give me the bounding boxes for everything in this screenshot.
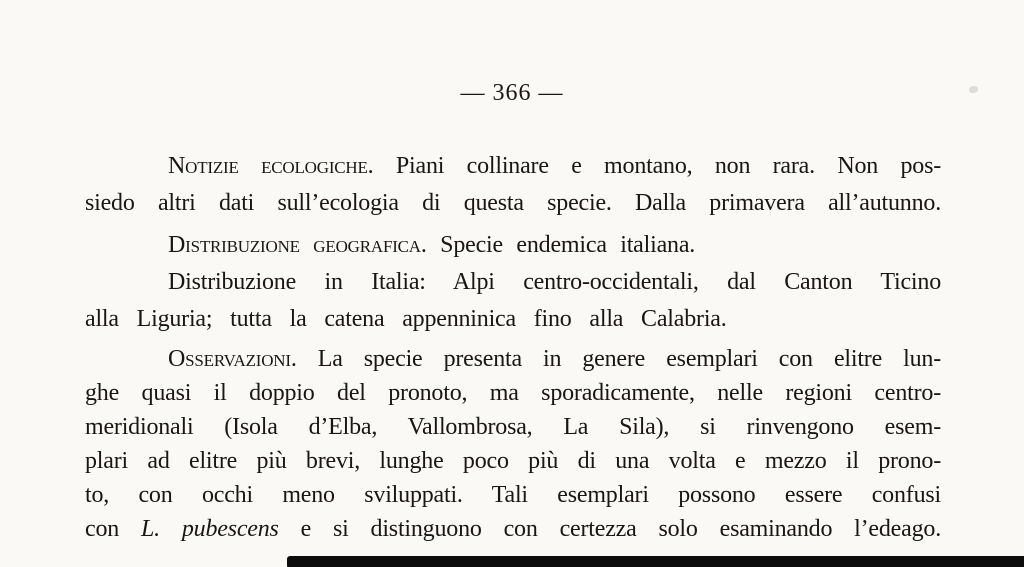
text-line: to, con occhi meno sviluppati. Tali esemplari possono essere confusi xyxy=(85,482,941,508)
paragraph-distribuzione-geografica xyxy=(85,227,941,338)
scan-speck-mark xyxy=(969,86,978,93)
paragraph-notizie-ecologiche xyxy=(85,148,941,222)
species-name-italic: L. pubescens xyxy=(140,516,279,542)
section-heading-notizie-ecologiche: Notizie ecologiche. xyxy=(168,153,374,179)
text-line: siedo altri dati sull’ecologia di questa specie. Dalla primavera all’autunno. xyxy=(85,190,941,216)
text-run: con xyxy=(85,516,141,542)
text-line: ghe quasi il doppio del pronoto, ma sporadicamente, nelle regioni centro- xyxy=(85,380,941,406)
text-line: meridionali (Isola d’Elba, Vallombrosa, La Sila), si rinvengono esem- xyxy=(85,414,941,440)
text-run: e si distinguono con certezza solo esaminando l’edeago. xyxy=(278,516,941,542)
text-line xyxy=(85,512,941,546)
section-heading-distribuzione-geografica: Distribuzione geografica. xyxy=(168,232,427,258)
paragraph-osservazioni xyxy=(85,342,941,546)
text-run: Specie endemica italiana. xyxy=(426,232,696,258)
text-line xyxy=(85,342,941,376)
page-number: — 366 — xyxy=(460,80,564,106)
text-line: Distribuzione in Italia: Alpi centro-occidentali, dal Canton Ticino xyxy=(168,269,941,295)
text-line: plari ad elitre più brevi, lunghe poco più di una volta e mezzo il prono- xyxy=(85,448,941,474)
text-run: Piani collinare e montano, non rara. Non pos- xyxy=(373,153,942,179)
text-run: La specie presenta in genere esemplari con elitre lun- xyxy=(296,346,941,372)
scan-edge-artifact xyxy=(287,556,1024,567)
text-line xyxy=(85,148,941,185)
text-line: alla Liguria; tutta la catena appenninica fino alla Calabria. xyxy=(85,306,727,332)
text-line xyxy=(85,227,941,264)
section-heading-osservazioni: Osservazioni. xyxy=(168,346,297,372)
